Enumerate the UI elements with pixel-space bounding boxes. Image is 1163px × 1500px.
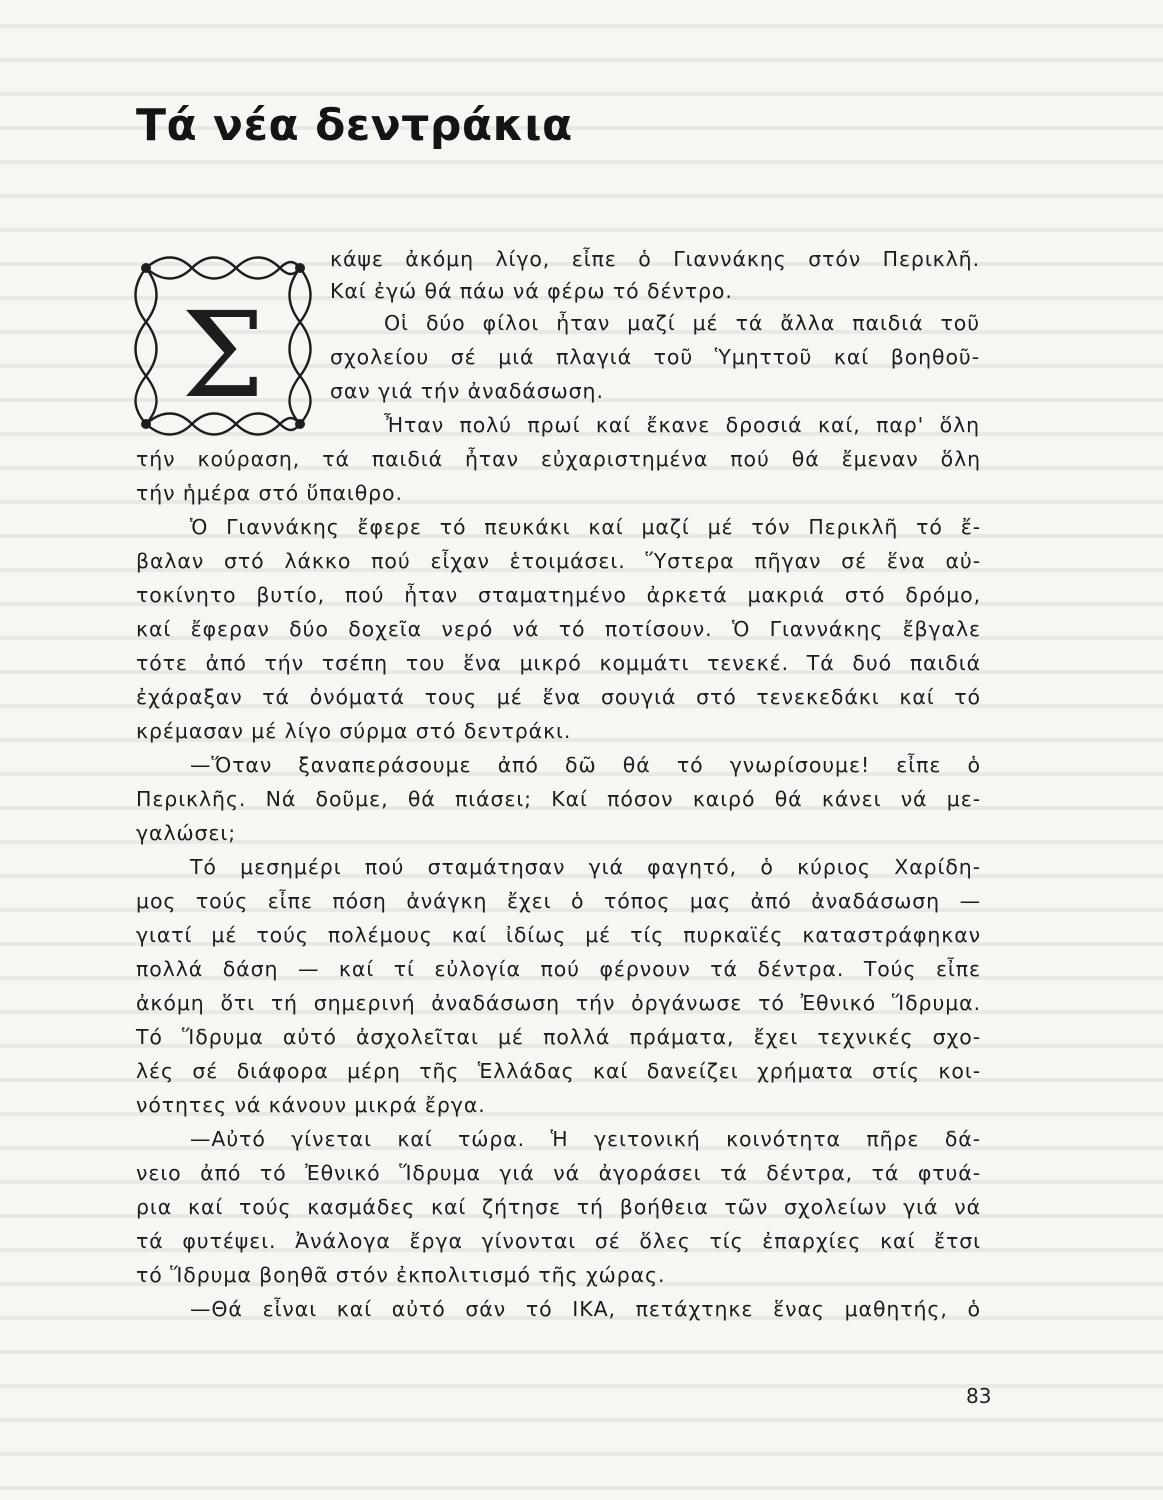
text-line: τά φυτέψει. Ἀνάλογα ἔργα γίνονται σέ ὅλες τίς ἐπαρχίες καί ἔτσι — [136, 1229, 981, 1253]
text-line: πολλά δάση — καί τί εὐλογία πού φέρνουν τά δέντρα. Τούς εἶπε — [136, 957, 981, 981]
page-number: 83 — [966, 1384, 992, 1408]
text-line: τοκίνητο βυτίο, πού ἦταν σταματημένο ἀρκετά μακριά στό δρόμο, — [136, 583, 981, 607]
drop-cap-letter: Σ — [181, 286, 265, 424]
page-title: Τά νέα δεντράκια — [136, 100, 573, 151]
text-line: σχολείου σέ μιά πλαγιά τοῦ Ὑμηττοῦ καί βοηθοῦ- — [330, 345, 980, 369]
text-line: —Θά εἶναι καί αὐτό σάν τό ΙΚΑ, πετάχτηκε ἕνας μαθητής, ὁ — [190, 1297, 981, 1321]
text-line: Οἱ δύο φίλοι ἦταν μαζί μέ τά ἄλλα παιδιά τοῦ — [384, 311, 980, 335]
text-line: σαν γιά τήν ἀναδάσωση. — [330, 379, 604, 403]
text-line: —Ὅταν ξαναπεράσουμε ἀπό δῶ θά τό γνωρίσουμε! εἶπε ὁ — [190, 753, 981, 777]
text-line: βαλαν στό λάκκο πού εἶχαν ἑτοιμάσει. Ὕστερα πῆγαν σέ ἕνα αὐ- — [136, 549, 981, 573]
text-line: γαλώσει; — [136, 821, 237, 845]
text-line: ρια καί τούς κασμάδες καί ζήτησε τή βοήθεια τῶν σχολείων γιά νά — [136, 1195, 981, 1219]
text-line: τήν κούραση, τά παιδιά ἦταν εὐχαριστημένα πού θά ἔμεναν ὅλη — [136, 447, 981, 471]
ornamental-drop-cap — [132, 248, 312, 444]
text-line: Περικλῆς. Νά δοῦμε, θά πιάσει; Καί πόσον καιρό θά κάνει νά με- — [136, 787, 981, 811]
text-line: τήν ἡμέρα στό ὕπαιθρο. — [136, 481, 403, 505]
text-line: Ἦταν πολύ πρωί καί ἔκανε δροσιά καί, παρ' ὅλη — [384, 413, 980, 437]
text-line: νειο ἀπό τό Ἐθνικό Ἵδρυμα γιά νά ἀγοράσει τά δέντρα, τά φτυά- — [136, 1161, 981, 1185]
text-line: Καί ἐγώ θά πάω νά φέρω τό δέντρο. — [330, 279, 733, 303]
drop-cap-frame-icon — [132, 248, 312, 444]
text-line: Τό μεσημέρι πού σταμάτησαν γιά φαγητό, ὁ κύριος Χαρίδη- — [190, 855, 981, 879]
text-line: κρέμασαν μέ λίγο σύρμα στό δεντράκι. — [136, 719, 572, 743]
text-line: τότε ἀπό τήν τσέπη του ἕνα μικρό κομμάτι τενεκέ. Τά δυό παιδιά — [136, 651, 981, 675]
text-line: Ὁ Γιαννάκης ἔφερε τό πευκάκι καί μαζί μέ τόν Περικλῆ τό ἔ- — [190, 515, 981, 539]
text-line: ἐχάραξαν τά ὀνόματά τους μέ ἕνα σουγιά στό τενεκεδάκι καί τό — [136, 685, 981, 709]
text-line: Τό Ἵδρυμα αὐτό ἀσχολεῖται μέ πολλά πράματα, ἔχει τεχνικές σχο- — [136, 1025, 981, 1049]
text-line: γιατί μέ τούς πολέμους καί ἰδίως μέ τίς πυρκαϊές καταστράφηκαν — [136, 923, 981, 947]
text-line: ἀκόμη ὅτι τή σημερινή ἀναδάσωση τήν ὀργάνωσε τό Ἐθνικό Ἵδρυμα. — [136, 991, 981, 1015]
text-line: τό Ἵδρυμα βοηθᾶ στόν ἐκπολιτισμό τῆς χώρας. — [136, 1263, 666, 1287]
text-line: λές σέ διάφορα μέρη τῆς Ἑλλάδας καί δανείζει χρήματα στίς κοι- — [136, 1059, 981, 1083]
text-line: μος τούς εἶπε πόση ἀνάγκη ἔχει ὁ τόπος μας ἀπό ἀναδάσωση — — [136, 889, 981, 913]
text-line: κάψε ἀκόμη λίγο, εἶπε ὁ Γιαννάκης στόν Περικλῆ. — [330, 247, 980, 271]
text-line: καί ἔφεραν δύο δοχεῖα νερό νά τό ποτίσουν. Ὁ Γιαννάκης ἔβγαλε — [136, 617, 981, 641]
text-line: —Αὐτό γίνεται καί τώρα. Ἡ γειτονική κοινότητα πῆρε δά- — [190, 1127, 981, 1151]
text-line: νότητες νά κάνουν μικρά ἔργα. — [136, 1093, 486, 1117]
